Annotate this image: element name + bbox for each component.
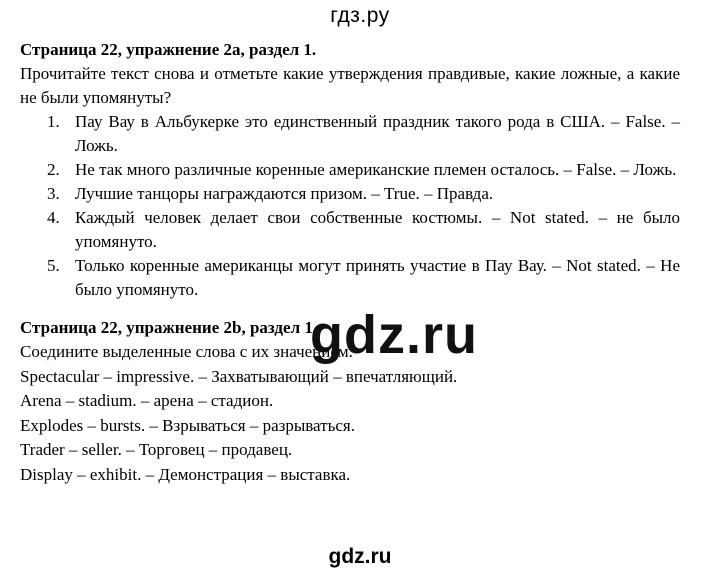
list-item-text: Каждый человек делает свои собственные костюмы. – Not stated. – не было упомянуто.: [75, 208, 680, 251]
watermark-logo: gdz.ru: [310, 305, 478, 365]
word-pair-line: Display – exhibit. – Демонстрация – выставка.: [20, 464, 351, 484]
list-item-text: Лучшие танцоры награждаются призом. – True. – Правда.: [75, 184, 494, 203]
list-item-text: Пау Вау в Альбукерке это единственный праздник такого рода в США. – False. – Ложь.: [75, 112, 680, 155]
list-item: [20, 206, 680, 254]
word-pair-line: Trader – seller. – Торговец – продавец.: [20, 440, 293, 459]
list-item-number: 5.: [47, 256, 60, 275]
list-item-text: Только коренные американцы могут принять участие в Пау Вау. – Not stated. – Не было упомянуто.: [75, 256, 680, 299]
document-content: [20, 38, 680, 487]
list-item: [20, 254, 680, 302]
section-a-title: Страница 22, упражнение 2a, раздел 1.: [20, 40, 317, 59]
section-a-instruction: Прочитайте текст снова и отметьте какие утверждения правдивые, какие ложные, а какие не были упомянуты?: [20, 64, 680, 107]
site-footer-title: gdz.ru: [328, 545, 392, 568]
list-item: [20, 110, 680, 158]
list-item-number: 4.: [47, 208, 60, 227]
section-b-title: Страница 22, упражнение 2b, раздел 1.: [20, 318, 318, 337]
list-item-number: 3.: [47, 184, 60, 203]
word-pair-line: Explodes – bursts. – Взрываться – разрываться.: [20, 415, 355, 435]
word-pair-line: Spectacular – impressive. – Захватывающий – впечатляющий.: [20, 366, 458, 386]
list-item-number: 1.: [47, 112, 60, 131]
list-item-number: 2.: [47, 160, 60, 179]
site-header-title: гдз.ру: [330, 4, 390, 27]
section-b-instruction: Соедините выделенные слова с их значением.: [20, 342, 353, 361]
list-item: [20, 182, 680, 206]
word-pair-line: Arena – stadium. – арена – стадион.: [20, 391, 274, 410]
list-item: [20, 158, 680, 182]
list-item-text: Не так много различные коренные американские племен осталось. – False. – Ложь.: [75, 160, 677, 179]
statement-list: [20, 110, 680, 302]
